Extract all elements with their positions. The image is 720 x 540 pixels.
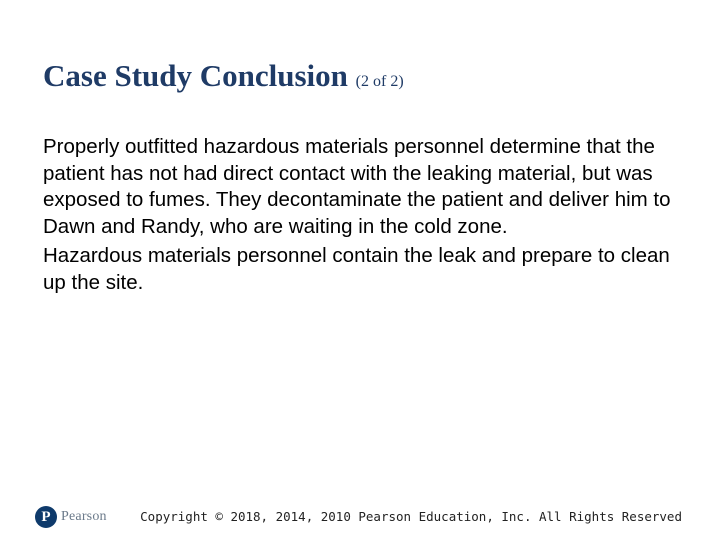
pearson-logo-icon: P	[35, 506, 57, 528]
pearson-logo-text: Pearson	[61, 509, 107, 524]
body-paragraph-2: Hazardous materials personnel contain the leak and prepare to clean up the site.	[43, 244, 670, 294]
title-page-indicator: (2 of 2)	[355, 73, 404, 90]
slide-body	[43, 134, 693, 299]
body-paragraph-1: Properly outfitted hazardous materials personnel determine that the patient has not had direct contact with the leaking material, but was exposed to fumes. They decontaminate the patient and deliver him to Dawn and Randy, who are waiting in the cold zone.	[43, 135, 671, 238]
copyright-notice: Copyright © 2018, 2014, 2010 Pearson Education, Inc. All Rights Reserved	[140, 509, 682, 524]
pearson-logo	[35, 505, 107, 529]
slide-title	[43, 56, 404, 102]
title-text: Case Study Conclusion	[43, 58, 348, 93]
